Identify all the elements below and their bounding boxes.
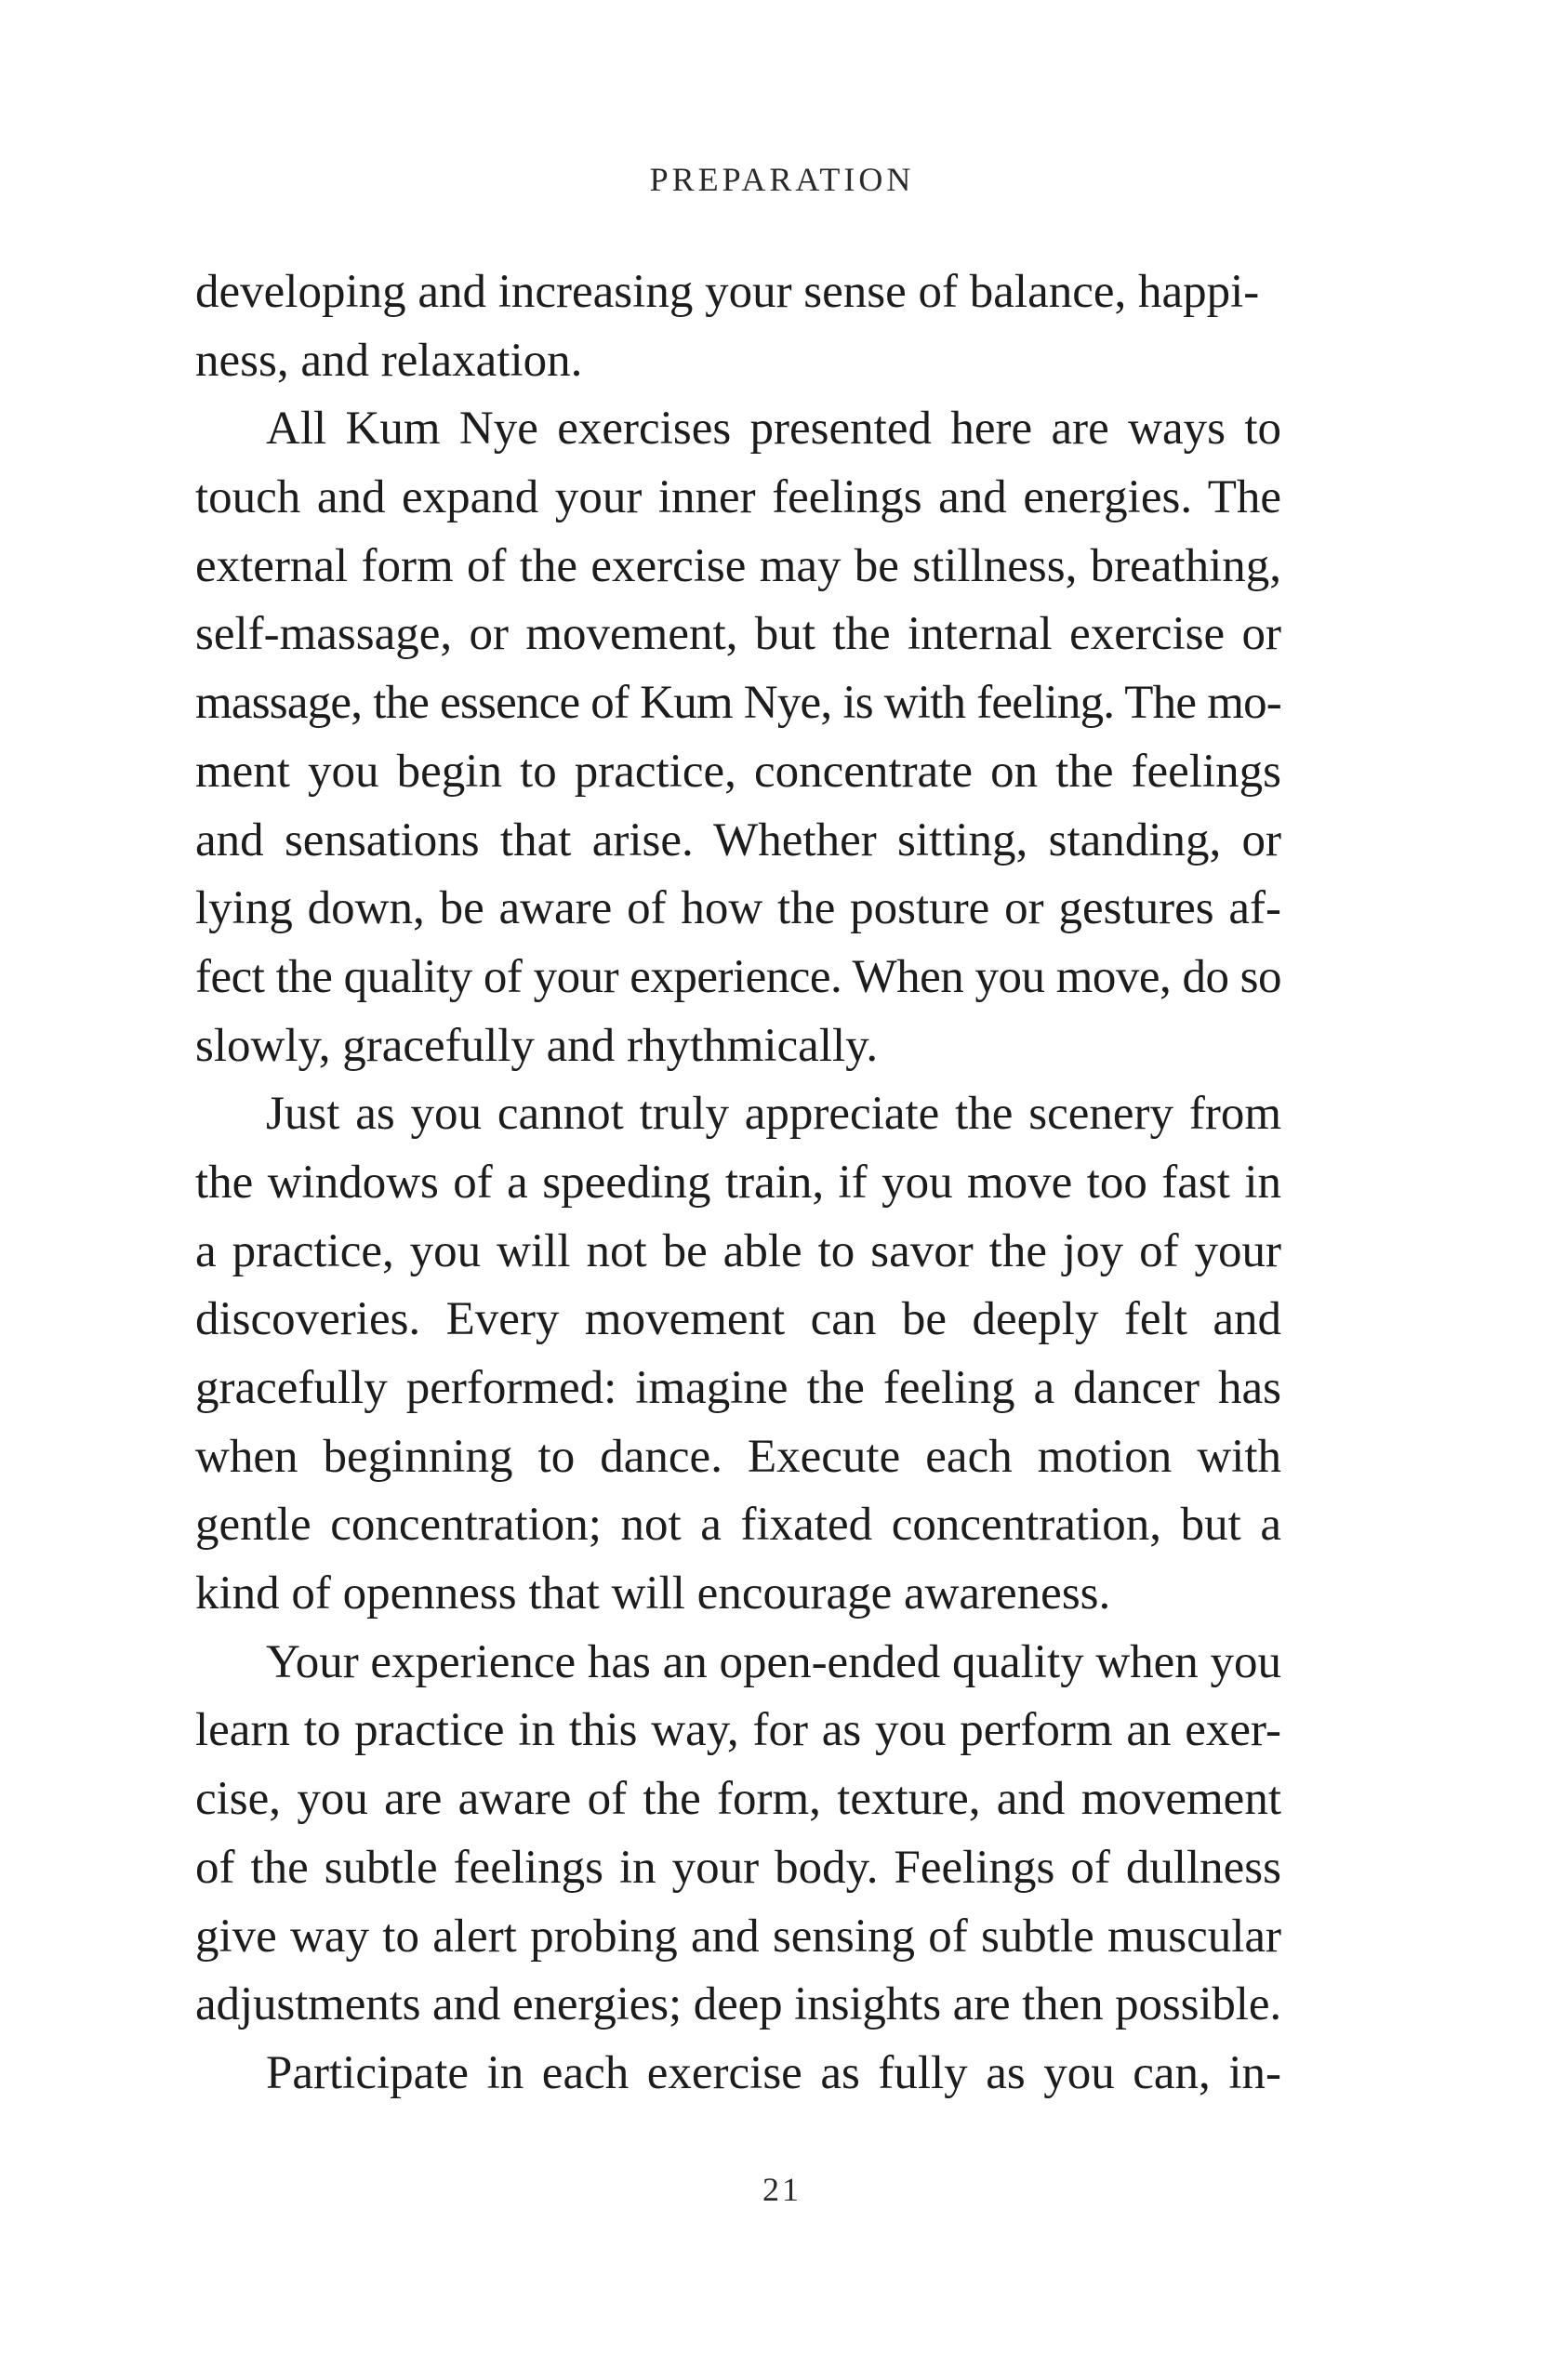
text-line: ness, and relaxation. bbox=[195, 334, 583, 387]
text-line: and sensations that arise. Whether sitting, standing, or bbox=[195, 813, 1281, 866]
text-line: Just as you cannot truly appreciate the scenery from bbox=[266, 1088, 1281, 1141]
text-line: learn to practice in this way, for as you perform an exer- bbox=[195, 1704, 1281, 1757]
text-line: lying down, be aware of how the posture or gestures af- bbox=[195, 882, 1281, 935]
text-line: self-massage, or movement, but the internal exercise or bbox=[195, 608, 1281, 661]
text-line: kind of openness that will encourage awareness. bbox=[195, 1567, 1111, 1620]
text-line: developing and increasing your sense of balance, happi- bbox=[195, 266, 1260, 318]
text-line: massage, the essence of Kum Nye, is with feeling. The mo- bbox=[195, 677, 1281, 730]
text-line: discoveries. Every movement can be deeply felt and bbox=[195, 1293, 1281, 1346]
running-head: PREPARATION bbox=[649, 161, 915, 198]
text-line: adjustments and energies; deep insights are then possible. bbox=[195, 1978, 1281, 2031]
text-line: Your experience has an open-ended quality when you bbox=[266, 1635, 1281, 1688]
text-line: of the subtle feelings in your body. Feelings of dullness bbox=[195, 1841, 1281, 1894]
text-line: when beginning to dance. Execute each motion with bbox=[195, 1430, 1281, 1483]
text-line: a practice, you will not be able to savor the joy of your bbox=[195, 1224, 1281, 1277]
text-line: slowly, gracefully and rhythmically. bbox=[195, 1019, 879, 1072]
text-line: Participate in each exercise as fully as you can, in- bbox=[266, 2046, 1281, 2099]
body-text bbox=[195, 258, 1281, 2109]
text-line: gentle concentration; not a fixated concentration, but a bbox=[195, 1499, 1281, 1552]
text-line: touch and expand your inner feelings and energies. The bbox=[195, 471, 1281, 524]
text-line: external form of the exercise may be stillness, breathing, bbox=[195, 539, 1281, 592]
text-line: give way to alert probing and sensing of subtle muscular bbox=[195, 1910, 1281, 1963]
page-number: 21 bbox=[762, 2171, 802, 2208]
text-line: fect the quality of your experience. When you move, do so bbox=[195, 950, 1281, 1003]
text-line: All Kum Nye exercises presented here are ways to bbox=[266, 403, 1281, 456]
text-line: ment you begin to practice, concentrate on the feelings bbox=[195, 745, 1281, 798]
text-line: the windows of a speeding train, if you move too fast in bbox=[195, 1156, 1281, 1209]
text-line: gracefully performed: imagine the feeling a dancer has bbox=[195, 1362, 1281, 1414]
text-line: cise, you are aware of the form, texture, and movement bbox=[195, 1773, 1281, 1826]
